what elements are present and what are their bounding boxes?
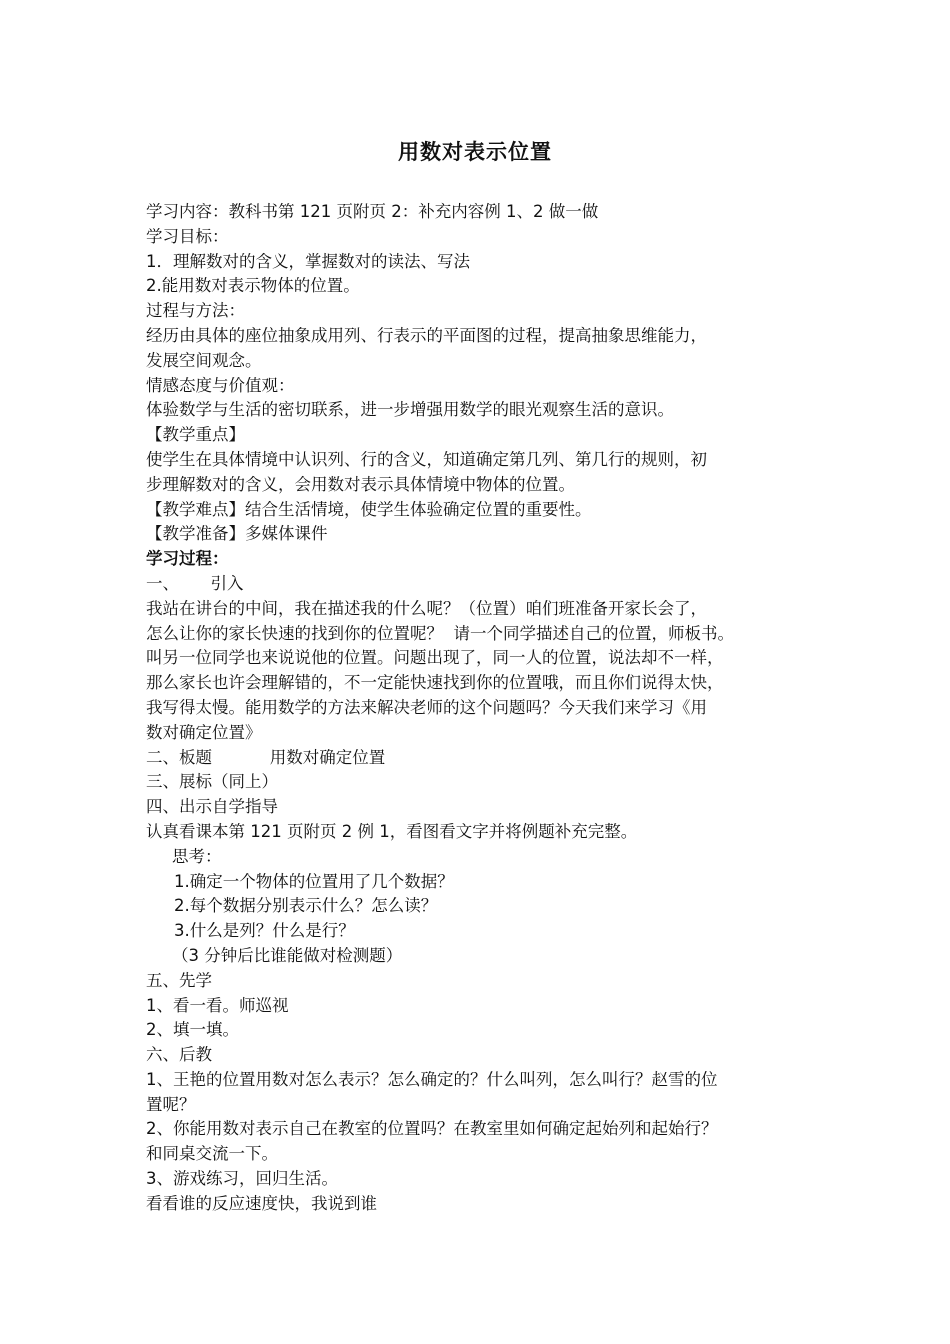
text-line: （3 分钟后比谁能做对检测题） xyxy=(172,945,403,965)
text-line: 1.确定一个物体的位置用了几个数据？ xyxy=(174,871,454,891)
text-line: 2、你能用数对表示自己在教室的位置吗？在教室里如何确定起始列和起始行？ xyxy=(146,1119,718,1139)
text-line: 一、 引入 xyxy=(146,573,244,593)
text-line: 【教学重点】 xyxy=(146,425,245,445)
document-title: 用数对表示位置 xyxy=(398,140,552,164)
text-line: 学习目标： xyxy=(146,226,229,246)
text-line: 【教学准备】多媒体课件 xyxy=(146,524,328,544)
text-line: 五、先学 xyxy=(146,970,212,990)
text-line: 1、看一看。师巡视 xyxy=(146,995,289,1015)
text-line: 和同桌交流一下。 xyxy=(146,1144,278,1164)
text-line: 1、王艳的位置用数对怎么表示？怎么确定的？什么叫列，怎么叫行？赵雪的位 xyxy=(146,1069,718,1089)
text-line: 使学生在具体情境中认识列、行的含义，知道确定第几列、第几行的规则，初 xyxy=(146,449,707,469)
text-line: 思考： xyxy=(172,846,222,866)
text-line: 二、板题 用数对确定位置 xyxy=(146,747,386,767)
text-line: 置呢？ xyxy=(146,1094,196,1114)
text-line: 2、填一填。 xyxy=(146,1020,239,1040)
text-line: 1．理解数对的含义，掌握数对的读法、写法 xyxy=(146,251,470,271)
text-line: 3.什么是列？什么是行？ xyxy=(174,921,355,941)
text-line: 我写得太慢。能用数学的方法来解决老师的这个问题吗？今天我们来学习《用 xyxy=(146,697,707,717)
text-line: 三、展标（同上） xyxy=(146,772,278,792)
text-line: 过程与方法： xyxy=(146,301,245,321)
text-line: 2.每个数据分别表示什么？怎么读？ xyxy=(174,896,438,916)
text-line: 学习内容：教科书第 121 页附页 2：补充内容例 1、2 做一做 xyxy=(146,202,599,221)
text-line: 发展空间观念。 xyxy=(146,350,262,370)
text-line: 【教学难点】结合生活情境，使学生体验确定位置的重要性。 xyxy=(146,499,592,519)
text-line: 那么家长也许会理解错的，不一定能快速找到你的位置哦，而且你们说得太快， xyxy=(146,673,724,693)
text-line: 情感态度与价值观： xyxy=(146,375,295,395)
document-body xyxy=(146,200,816,1217)
text-line: 经历由具体的座位抽象成用列、行表示的平面图的过程，提高抽象思维能力， xyxy=(146,325,707,345)
text-line: 体验数学与生活的密切联系，进一步增强用数学的眼光观察生活的意识。 xyxy=(146,400,674,420)
text-line: 2.能用数对表示物体的位置。 xyxy=(146,276,360,296)
text-line: 叫另一位同学也来说说他的位置。问题出现了，同一人的位置，说法却不一样， xyxy=(146,648,724,668)
text-line: 认真看课本第 121 页附页 2 例 1，看图看文字并将例题补充完整。 xyxy=(146,821,638,841)
text-line: 四、出示自学指导 xyxy=(146,797,278,817)
text-line: 3、游戏练习，回归生活。 xyxy=(146,1169,338,1189)
text-line: 看看谁的反应速度快，我说到谁 xyxy=(146,1193,377,1213)
text-line: 六、后教 xyxy=(146,1045,212,1065)
text-line: 数对确定位置》 xyxy=(146,722,262,742)
text-line: 学习过程： xyxy=(146,549,229,569)
text-line: 我站在讲台的中间，我在描述我的什么呢？（位置）咱们班准备开家长会了， xyxy=(146,598,707,618)
text-line: 怎么让你的家长快速的找到你的位置呢？ 请一个同学描述自己的位置，师板书。 xyxy=(146,623,734,643)
text-line: 步理解数对的含义，会用数对表示具体情境中物体的位置。 xyxy=(146,474,575,494)
